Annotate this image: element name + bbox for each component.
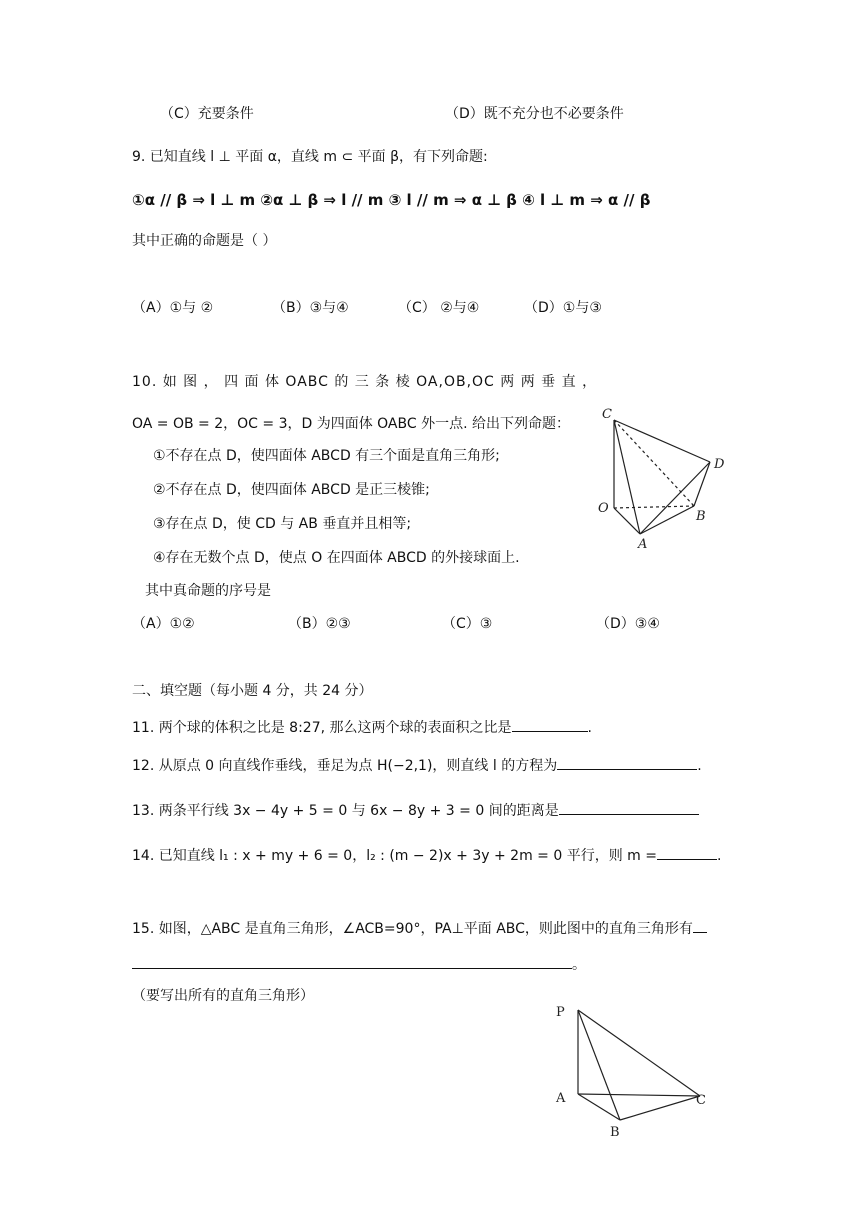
q9-propositions: ①α // β ⇒ l ⊥ m ②α ⊥ β ⇒ l // m ③ l // m ⇒ α ⊥ β ④ l ⊥ m ⇒ α // β xyxy=(132,191,651,209)
q10-proposition-2: ②不存在点 D，使四面体 ABCD 是正三棱锥; xyxy=(153,482,430,498)
q13-line xyxy=(132,800,699,821)
q10-option-d: （D）③④ xyxy=(596,616,660,632)
edge-pb xyxy=(578,1010,620,1120)
q10-question: 其中真命题的序号是 xyxy=(145,583,271,599)
q9-option-b: （B）③与④ xyxy=(272,300,349,316)
edge-cb xyxy=(614,420,694,506)
edge-ab xyxy=(640,506,694,534)
q8-option-d: （D）既不充分也不必要条件 xyxy=(445,106,624,122)
q14-answer-blank[interactable] xyxy=(657,845,717,860)
edge-cd xyxy=(614,420,710,462)
q12-end: . xyxy=(697,758,702,774)
section-title: 二、填空题（每小题 4 分，共 24 分） xyxy=(132,683,373,699)
q11-end: . xyxy=(587,720,592,736)
edge-pc xyxy=(578,1010,700,1096)
q15-note: （要写出所有的直角三角形） xyxy=(132,988,314,1004)
q9-option-d: （D）①与③ xyxy=(524,300,602,316)
q15-pyramid-figure xyxy=(548,996,718,1146)
q10-stem-line1: 10. 如 图 ， 四 面 体 OABC 的 三 条 棱 OA,OB,OC 两 两 垂 直 ， xyxy=(132,374,598,390)
q15-line xyxy=(132,918,707,939)
q10-tetrahedron-figure xyxy=(596,400,736,550)
edge-ac xyxy=(578,1094,700,1096)
q10-proposition-1: ①不存在点 D，使四面体 ABCD 有三个面是直角三角形; xyxy=(153,448,500,464)
label-b: B xyxy=(696,509,706,524)
label-d: D xyxy=(714,457,725,472)
q10-proposition-4: ④存在无数个点 D，使点 O 在四面体 ABCD 的外接球面上. xyxy=(153,550,520,566)
q10-option-a: （A）①② xyxy=(132,616,195,632)
q8-option-c: （C）充要条件 xyxy=(160,106,254,122)
q13-text: 13. 两条平行线 3x − 4y + 5 = 0 与 6x − 8y + 3 = 0 间的距离是 xyxy=(132,803,559,819)
q12-text: 12. 从原点 0 向直线作垂线，垂足为点 H(−2,1)，则直线 l 的方程为 xyxy=(132,758,558,774)
q15-text: 15. 如图，△ABC 是直角三角形，∠ACB=90°，PA⊥平面 ABC，则此图中的直角三角形有 xyxy=(132,921,693,937)
q15-end: 。 xyxy=(572,957,586,973)
q9-option-a: （A）①与 ② xyxy=(132,300,214,316)
q10-stem-line2: OA = OB = 2，OC = 3，D 为四面体 OABC 外一点. 给出下列命题： xyxy=(132,416,570,432)
q9-stem: 9. 已知直线 l ⊥ 平面 α，直线 m ⊂ 平面 β，有下列命题: xyxy=(132,149,488,165)
label-a: A xyxy=(556,1091,566,1106)
q11-answer-blank[interactable] xyxy=(512,717,588,732)
label-o: O xyxy=(598,501,609,516)
q15-answer-blank-start[interactable] xyxy=(693,918,707,933)
q15-line2 xyxy=(132,954,586,975)
label-c: C xyxy=(696,1093,706,1108)
q10-option-c: （C）③ xyxy=(442,616,493,632)
label-c: C xyxy=(602,407,612,422)
edge-bd xyxy=(694,462,710,506)
edge-ob xyxy=(614,506,694,508)
q14-end: . xyxy=(716,848,722,864)
edge-ca xyxy=(614,420,640,534)
label-a: A xyxy=(638,537,648,550)
edge-oa xyxy=(614,508,640,534)
q12-line xyxy=(132,755,702,776)
q9-option-c: （C） ②与④ xyxy=(398,300,480,316)
q11-text: 11. 两个球的体积之比是 8:27, 那么这两个球的表面积之比是 xyxy=(132,720,512,736)
q13-answer-blank[interactable] xyxy=(559,800,699,815)
label-b: B xyxy=(610,1125,620,1140)
q14-line xyxy=(132,845,721,866)
q9-question: 其中正确的命题是（ ） xyxy=(132,233,277,249)
label-p: P xyxy=(556,1005,565,1020)
edge-bc xyxy=(620,1096,700,1120)
q14-text: 14. 已知直线 l₁ : x + my + 6 = 0，l₂ : (m − 2)x + 3y + 2m = 0 平行，则 m = xyxy=(132,848,657,864)
q10-proposition-3: ③存在点 D，使 CD 与 AB 垂直并且相等; xyxy=(153,516,412,532)
q15-answer-blank[interactable] xyxy=(132,954,572,969)
q12-answer-blank[interactable] xyxy=(557,755,697,770)
q10-option-b: （B）②③ xyxy=(288,616,351,632)
edge-ab xyxy=(578,1094,620,1120)
q11-line xyxy=(132,717,592,738)
